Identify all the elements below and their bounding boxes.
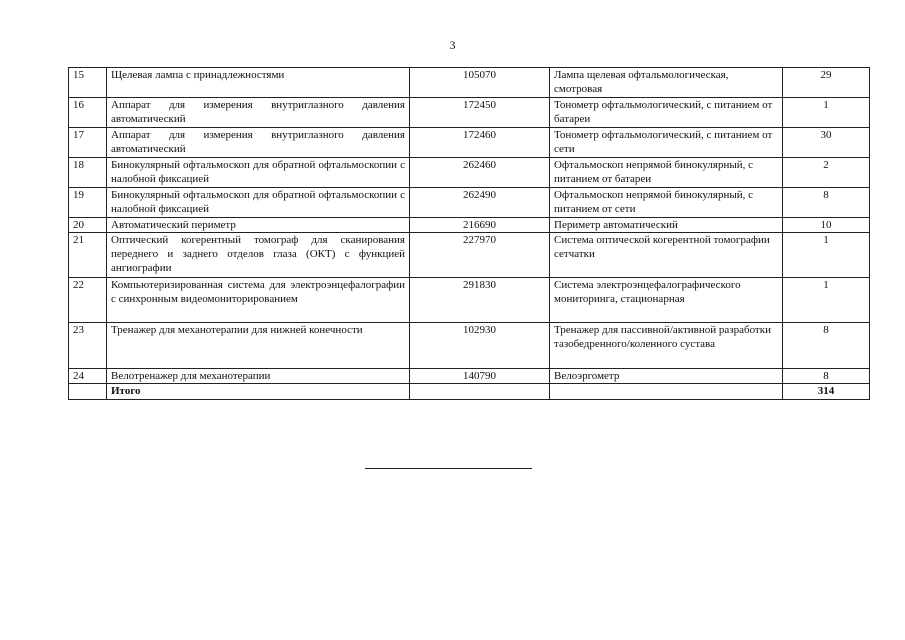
table-row [69,278,870,323]
item-code: 216690 [410,218,550,233]
item-type: Лампа щелевая офтальмологическая, смотровая [550,68,783,98]
item-name: Аппарат для измерения внутриглазного давления автоматический [107,128,410,158]
item-quantity: 2 [783,158,870,188]
table-row [69,218,870,233]
total-empty-cell [550,384,783,400]
item-name: Бинокулярный офтальмоскоп для обратной офтальмоскопии с налобной фиксацией [107,158,410,188]
total-empty-cell [69,384,107,400]
table-row [69,323,870,369]
item-type: Система электроэнцефалографического мониторинга, стационарная [550,278,783,323]
item-name: Аппарат для измерения внутриглазного давления автоматический [107,98,410,128]
item-type: Система оптической когерентной томографии сетчатки [550,233,783,278]
item-code: 291830 [410,278,550,323]
item-quantity: 1 [783,233,870,278]
item-type: Тонометр офтальмологический, с питанием от сети [550,128,783,158]
row-number: 24 [69,369,107,384]
item-code: 262490 [410,188,550,218]
total-empty-cell [410,384,550,400]
row-number: 21 [69,233,107,278]
total-row [69,384,870,400]
table-row [69,98,870,128]
item-quantity: 30 [783,128,870,158]
item-type: Тренажер для пассивной/активной разработки тазобедренного/коленного сустава [550,323,783,369]
row-number: 19 [69,188,107,218]
item-name: Автоматический периметр [107,218,410,233]
item-quantity: 8 [783,323,870,369]
item-type: Периметр автоматический [550,218,783,233]
item-quantity: 1 [783,278,870,323]
item-type: Офтальмоскоп непрямой бинокулярный, с питанием от батареи [550,158,783,188]
table-row [69,68,870,98]
item-code: 102930 [410,323,550,369]
item-name: Щелевая лампа с принадлежностями [107,68,410,98]
item-quantity: 1 [783,98,870,128]
item-name: Оптический когерентный томограф для сканирования переднего и заднего отделов глаза (ОКТ) с функцией ангиографии [107,233,410,278]
item-code: 105070 [410,68,550,98]
item-name: Велотренажер для механотерапии [107,369,410,384]
item-type: Велоэргометр [550,369,783,384]
item-code: 172460 [410,128,550,158]
total-label: Итого [107,384,410,400]
table-row [69,369,870,384]
item-name: Тренажер для механотерапии для нижней конечности [107,323,410,369]
item-name: Компьютеризированная система для электроэнцефалографии с синхронным видеомониторированием [107,278,410,323]
item-code: 227970 [410,233,550,278]
row-number: 20 [69,218,107,233]
row-number: 23 [69,323,107,369]
table-row [69,233,870,278]
table-row [69,128,870,158]
item-quantity: 10 [783,218,870,233]
item-code: 262460 [410,158,550,188]
item-type: Офтальмоскоп непрямой бинокулярный, с питанием от сети [550,188,783,218]
item-quantity: 8 [783,369,870,384]
item-code: 140790 [410,369,550,384]
row-number: 18 [69,158,107,188]
item-name: Бинокулярный офтальмоскоп для обратной офтальмоскопии с налобной фиксацией [107,188,410,218]
item-quantity: 8 [783,188,870,218]
item-quantity: 29 [783,68,870,98]
table-row [69,188,870,218]
row-number: 15 [69,68,107,98]
page-number: 3 [449,38,456,52]
equipment-table [68,67,870,400]
row-number: 22 [69,278,107,323]
table-row [69,158,870,188]
item-type: Тонометр офтальмологический, с питанием от батареи [550,98,783,128]
separator-line [365,468,532,469]
row-number: 16 [69,98,107,128]
item-code: 172450 [410,98,550,128]
row-number: 17 [69,128,107,158]
total-quantity: 314 [783,384,870,400]
